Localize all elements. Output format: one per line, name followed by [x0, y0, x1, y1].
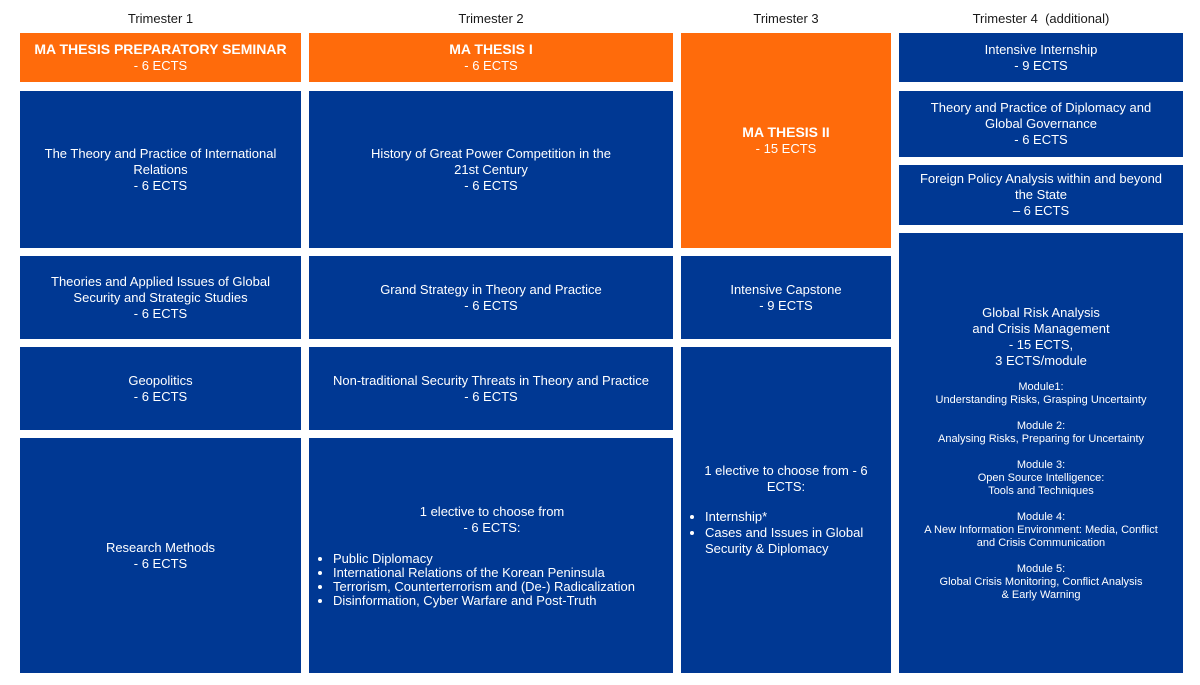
course-ects: - 6 ECTS: [133, 305, 188, 321]
course-title: Intensive Internship: [984, 41, 1098, 57]
header-trimester-3: Trimester 3: [753, 11, 819, 26]
module-name: Module 4:: [1016, 510, 1066, 523]
course-grand-strategy: [309, 256, 673, 339]
course-ects: - 6 ECTS: [464, 388, 518, 404]
course-ects: - 6 ECTS: [464, 297, 518, 313]
module-desc: Global Crisis Monitoring, Conflict Analysis: [939, 575, 1143, 588]
module-4: [924, 511, 1158, 550]
course-title: MA THESIS PREPARATORY SEMINAR: [34, 41, 287, 57]
elective-heading: 1 elective to choose from - 6: [704, 463, 868, 478]
course-ects: - 6 ECTS: [1014, 132, 1068, 147]
course-title: 21st Century: [454, 161, 528, 177]
course-title: Research Methods: [105, 539, 216, 555]
course-ects: - 15 ECTS: [755, 141, 817, 156]
module-name: Module 5:: [1016, 562, 1066, 575]
course-title: Geopolitics: [128, 372, 193, 388]
list-item: • Terrorism, Counterterrorism and (De-) Radicalization: [333, 580, 635, 594]
module-desc: & Early Warning: [1001, 588, 1081, 601]
course-title: Grand Strategy in Theory and Practice: [380, 281, 602, 297]
course-title: MA THESIS I: [449, 41, 533, 57]
elective-options-list: [317, 552, 635, 608]
course-ects: - 6 ECTS: [464, 177, 518, 193]
course-ects: - 9 ECTS: [759, 297, 813, 313]
list-item: • Disinformation, Cyber Warfare and Post-Truth: [333, 594, 635, 608]
course-title: and Crisis Management: [972, 320, 1110, 336]
course-research-methods: [20, 438, 301, 673]
list-item: • International Relations of the Korean Peninsula: [333, 566, 635, 580]
module-2: [938, 420, 1144, 446]
course-ma-thesis-preparatory-seminar: [20, 33, 301, 82]
course-title: Foreign Policy Analysis within and beyond: [919, 171, 1163, 186]
course-history-great-power: [309, 91, 673, 248]
course-title: The Theory and Practice of International: [44, 145, 277, 161]
module-desc: Tools and Techniques: [988, 484, 1094, 497]
module-name: Module 2:: [1016, 419, 1066, 432]
course-ects: - 6 ECTS: [464, 58, 518, 73]
list-item: • Internship*: [705, 509, 883, 525]
module-5: [940, 563, 1143, 602]
course-title: Theories and Applied Issues of Global: [51, 273, 270, 289]
header-trimester-4: Trimester 4 (additional): [972, 11, 1110, 26]
list-item: • Cases and Issues in Global Security & Diplomacy: [705, 525, 883, 557]
elective-block-trimester-3: [681, 347, 891, 673]
course-ects-per-module: 3 ECTS/module: [995, 352, 1087, 368]
course-title: Non-traditional Security Threats in Theory and Practice: [332, 372, 649, 388]
course-title: Global Risk Analysis: [982, 304, 1100, 320]
module-desc: Open Source Intelligence:: [977, 471, 1105, 484]
course-foreign-policy-analysis: [899, 165, 1183, 225]
elective-block-trimester-2: [309, 438, 673, 673]
course-ects: – 6 ECTS: [1012, 203, 1070, 218]
elective-heading: 1 elective to choose from: [419, 503, 565, 519]
header-trimester-1: Trimester 1: [127, 11, 194, 26]
module-name: Module1:: [1018, 380, 1064, 393]
module-desc: A New Information Environment: Media, Conflict: [924, 523, 1158, 536]
course-diplomacy-global-governance: [899, 91, 1183, 157]
course-global-risk-analysis: [899, 233, 1183, 673]
course-global-security: [20, 256, 301, 339]
course-ects: - 6 ECTS: [133, 58, 188, 73]
module-desc: Analysing Risks, Preparing for Uncertainty: [937, 432, 1145, 445]
course-ects: - 15 ECTS,: [1008, 336, 1074, 352]
elective-ects: - 6 ECTS:: [463, 519, 521, 535]
elective-options-list: [689, 509, 883, 557]
course-title: History of Great Power Competition in the: [371, 145, 611, 161]
course-title: Global Governance: [984, 116, 1097, 131]
module-desc: and Crisis Communication: [976, 536, 1106, 549]
module-name: Module 3:: [1016, 458, 1066, 471]
course-intensive-internship: [899, 33, 1183, 82]
course-intensive-capstone: [681, 256, 891, 339]
course-ma-thesis-2: [681, 33, 891, 248]
header-trimester-2: Trimester 2: [458, 11, 524, 26]
course-ects: - 6 ECTS: [133, 555, 188, 571]
elective-heading: ECTS:: [766, 479, 806, 494]
course-ects: - 6 ECTS: [133, 388, 188, 404]
course-title: Theory and Practice of Diplomacy and: [930, 100, 1152, 115]
module-1: [936, 381, 1147, 407]
course-theory-practice-ir: [20, 91, 301, 248]
course-ects: - 6 ECTS: [133, 177, 188, 193]
course-title: Intensive Capstone: [730, 281, 842, 297]
course-title: Relations: [133, 161, 188, 177]
course-geopolitics: [20, 347, 301, 430]
course-title: MA THESIS II: [742, 124, 830, 140]
course-ects: - 9 ECTS: [1014, 57, 1068, 73]
course-non-traditional-security: [309, 347, 673, 430]
list-item: • Public Diplomacy: [333, 552, 635, 566]
course-ma-thesis-1: [309, 33, 673, 82]
course-title: Security and Strategic Studies: [73, 289, 248, 305]
module-desc: Understanding Risks, Grasping Uncertainty: [935, 393, 1147, 406]
module-3: [978, 459, 1105, 498]
course-title: the State: [1014, 187, 1068, 202]
